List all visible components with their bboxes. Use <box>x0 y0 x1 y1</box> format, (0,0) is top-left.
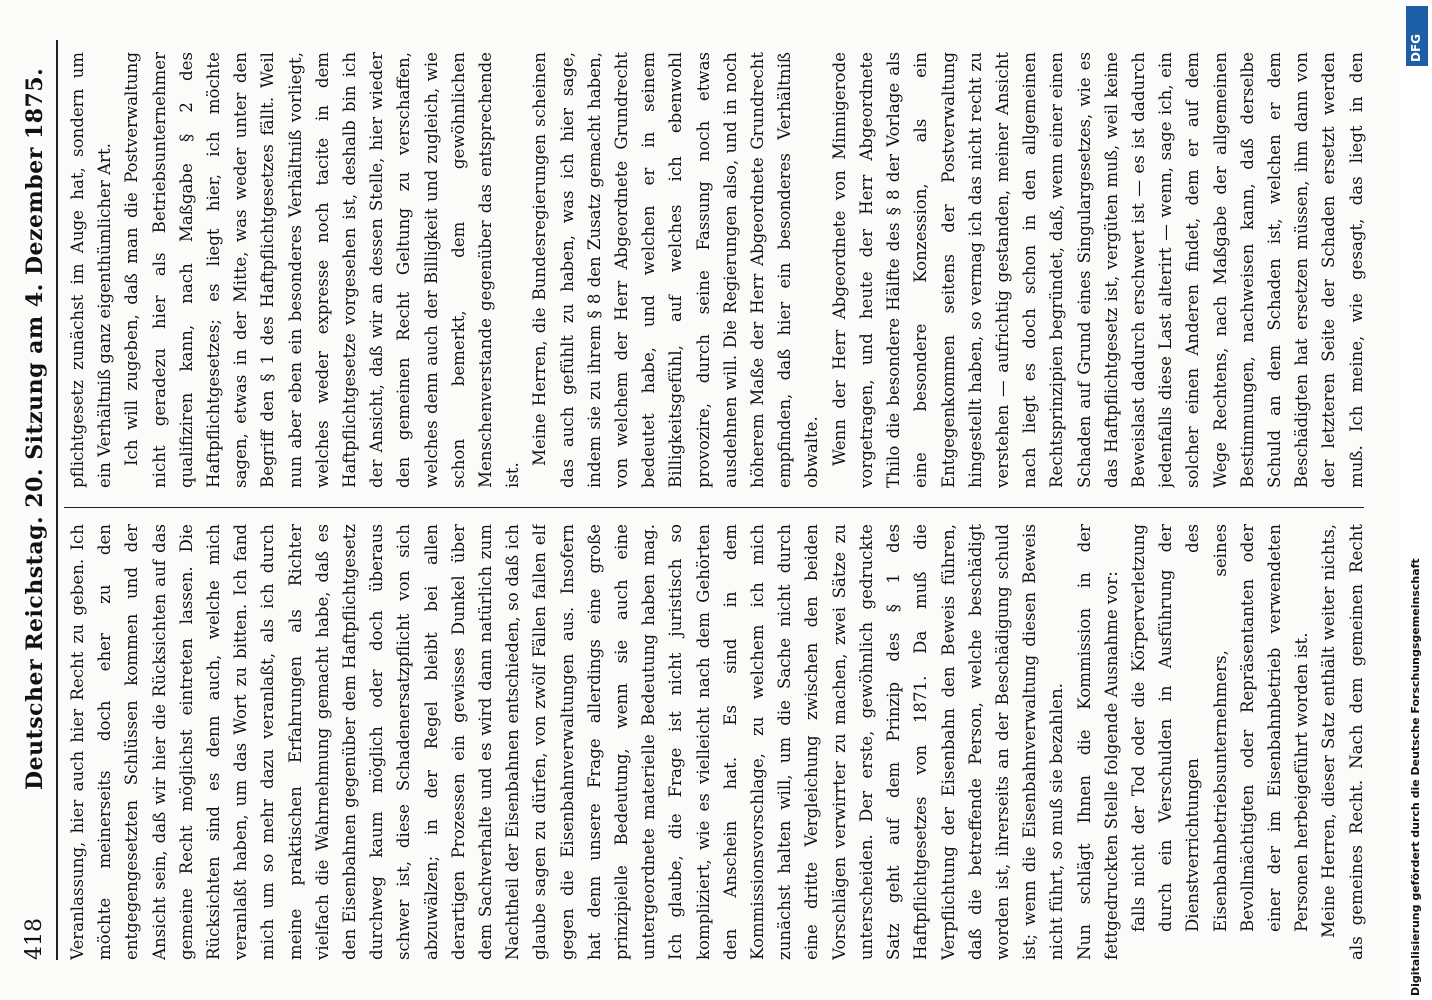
column-divider <box>64 507 1364 508</box>
paragraph: Veranlassung, hier auch hier Recht zu geben. Ich möchte meinerseits doch eher zu den entgegengesetzten Schlüssen kommen und der Ansicht sein, daß wir hier die Rücksichten auf das gemeine Recht möglichst eintreten lassen. Die Rücksichten sind es denn auch, welche mich veranlaßt haben, um das Wort zu bitten. Ich fand mich um so mehr dazu veranlaßt, als ich durch meine praktischen Erfahrungen als Richter vielfach die Wahrnehmung gemacht habe, daß es den Eisenbahnen gegenüber dem Haftpflichtgesetz durchweg kaum möglich oder doch überaus schwer ist, diese Schadenersatzpflicht von sich abzuwälzen; in der Regel bleibt bei allen derartigen Prozessen ein gewisses Dunkel über dem Sachverhalte und es wird dann natürlich zum Nachtheil der Eisenbahnen entschieden, so daß ich glaube sagen zu dürfen, von zwölf Fällen fallen elf gegen die Eisenbahnverwaltungen aus. Insofern hat denn unsere Frage allerdings eine große prinzipielle Bedeutung, wenn sie auch eine untergeordnete materielle Bedeutung haben mag. Ich glaube, die Frage ist nicht juristisch so kompliziert, wie es vielleicht nach dem Gehörten den Anschein hat. Es sind in dem Kommissionsvorschlage, zu welchem ich mich zunächst halten will, um die Sache nicht durch eine dritte Vergleichung zwischen den beiden Vorschlägen verwirrter zu machen, zwei Sätze zu unterscheiden. Der erste, gewöhnlich gedruckte Satz geht auf dem Prinzip des § 1 des Haftpflichtgesetzes von 1871. Da muß die Verpflichtung der Eisenbahn den Beweis führen, daß die betreffende Person, welche beschädigt worden ist, ihrerseits an der Beschädigung schuld ist; wenn die Eisenbahnverwaltung diesen Beweis nicht führt, so muß sie bezahlen. <box>68 524 1067 960</box>
paragraph: Meine Herren, dieser Satz enthält weiter nichts, als gemeines Recht. Nach dem gemeinen Recht <box>1319 524 1366 960</box>
digitization-credit: Digitalisierung gefördert durch die Deutsche Forschungsgemeinschaft <box>1409 558 1422 996</box>
paragraph: Ich will zugeben, daß man die Postverwaltung nicht geradezu hier als Betriebsunternehmer qualifiziren kann, nach Maßgabe § 2 des Haftpflichtgesetzes; es liegt hier, ich möchte sagen, etwas in der Mitte, was weder unter den Begriff den § 1 des Haftpflichtgesetzes fällt. Weil nun aber eben ein besonderes Verhältniß vorliegt, welches weder expresse noch tacite in dem Haftpflichtgesetze vorgesehen ist, deshalb bin ich der Ansicht, daß wir an dessen Stelle, hier wieder den gemeinen Recht Geltung zu verschaffen, welches denn auch der Billigkeit und zugleich, wie schon bemerkt, dem gewöhnlichen Menschenverstande gegenüber das entsprechende ist. <box>122 52 523 488</box>
dfg-logo <box>1406 6 1428 66</box>
page-header <box>12 40 58 960</box>
right-column <box>64 52 1374 488</box>
paragraph: Wenn der Herr Abgeordnete von Minnigerode vorgetragen, und heute der Herr Abgeordnete Thilo die besondere Hälfte des § 8 der Vorlage als eine besondere Konzession, als ein Entgegenkommen seitens der Postverwaltung hingestellt haben, so vermag ich das nicht recht zu verstehen — aufrichtig gestanden, meiner Ansicht nach liegt es doch schon in den allgemeinen Rechtsprinzipien begründet, daß, wenn einer einen Schaden auf Grund eines Singulargesetzes, wie es das Haftpflichtgesetz ist, vergüten muß, weil keine Beweislast dadurch erschwert ist — es ist dadurch jedenfalls diese Last alterirt — wenn, sage ich, ein solcher einen Anderen findet, dem er auf dem Wege Rechtens, nach Maßgabe der allgemeinen Bestimmungen, nachweisen kann, daß derselbe Schuld an dem Schaden ist, welchen er dem Beschädigten hat ersetzen müssen, ihm dann von der letzteren Seite der Schaden ersetzt werden muß. Ich meine, wie gesagt, das liegt in den <box>829 52 1366 488</box>
dfg-logo-text: DFG <box>1409 33 1423 62</box>
paragraph: Meine Herren, die Bundesregierungen scheinen das auch gefühlt zu haben, was ich hier sage, indem sie zu ihrem § 8 den Zusatz gemacht haben, von welchem der Herr Abgeordnete Grundrecht bedeutet habe, und welchen er in seinem Billigkeitsgefühl, auf welches ich ebenwohl provozire, durch seine Fassung noch etwas ausdehnen will. Die Regierungen also, und in noch höherem Maße der Herr Abgeordnete Grundrecht empfinden, daß hier ein besonderes Verhältniß obwalte. <box>530 52 822 488</box>
left-column <box>64 524 1374 960</box>
paragraph: pflichtgesetz zunächst im Auge hat, sondern um ein Verhältniß ganz eigenthümlicher Art. <box>68 52 115 488</box>
paragraph: Nun schlägt Ihnen die Kommission in der fettgedruckten Stelle folgende Ausnahme vor: <box>1074 524 1121 960</box>
page-number: 418 <box>22 918 47 960</box>
running-title: Deutscher Reichstag. 20. Sitzung am 4. Dezember 1875. <box>22 67 48 790</box>
quoted-proposal: falls nicht der Tod oder die Körperverletzung durch ein Verschulden in Ausführung der Dienstverrichtungen des Eisenbahnbetriebsunternehmers, seines Bevollmächtigten oder Repräsentanten oder einer der im Eisenbahnbetrieb verwendeten Personen herbeigeführt worden ist. <box>1128 524 1312 932</box>
